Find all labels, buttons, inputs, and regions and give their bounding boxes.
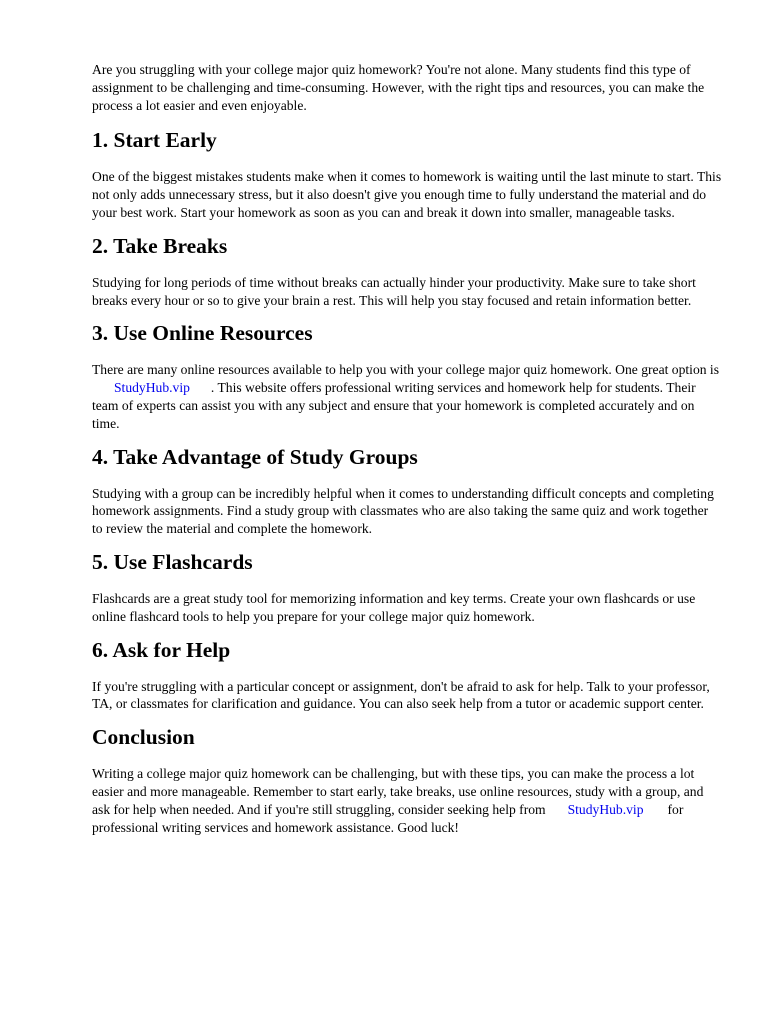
section-heading-ask-for-help: 6. Ask for Help	[92, 637, 231, 662]
section-heading-study-groups: 4. Take Advantage of Study Groups	[92, 444, 418, 469]
section-body-study-groups: Studying with a group can be incredibly helpful when it comes to understanding difficult concepts and completing homework assignments. Find a study group with classmates who are also taking the same quiz and work together to review the material and complete the homework.	[92, 485, 714, 537]
section-heading-online-resources: 3. Use Online Resources	[92, 321, 313, 346]
online-resources-text-before-link: There are many online resources available to help you with your college major quiz homework. One great option is	[92, 362, 719, 378]
conclusion-text-before-link: Writing a college major quiz homework can be challenging, but with these tips, you can make the process a lot easier and more manageable. Remember to start early, take breaks, use online resources, study with a group, and ask for help when needed. And if you're still struggling, consider seeking help from	[92, 766, 704, 817]
studyhub-link[interactable]: StudyHub.vip	[114, 380, 190, 396]
section-heading-conclusion: Conclusion	[92, 725, 195, 750]
section-body-conclusion	[92, 765, 722, 836]
section-heading-start-early: 1. Start Early	[92, 128, 217, 153]
section-heading-take-breaks: 2. Take Breaks	[92, 233, 228, 258]
intro-paragraph: Are you struggling with your college major quiz homework? You're not alone. Many students find this type of assignment to be challenging and time-consuming. However, with the right tips and resources, you can make the process a lot easier and even enjoyable.	[92, 62, 705, 113]
section-body-flashcards: Flashcards are a great study tool for memorizing information and key terms. Create your own flashcards or use online flashcard tools to help you prepare for your college major quiz homework.	[92, 590, 696, 624]
studyhub-link[interactable]: StudyHub.vip	[567, 801, 644, 817]
section-body-online-resources	[92, 361, 722, 432]
section-body-ask-for-help: If you're struggling with a particular concept or assignment, don't be afraid to ask for help. Talk to your professor, TA, or classmates for clarification and guidance. You can also seek help from a tutor or academic support center.	[92, 678, 710, 712]
section-body-start-early: One of the biggest mistakes students make when it comes to homework is waiting until the last minute to start. This not only adds unnecessary stress, but it also doesn't give you enough time to fully understand the material and do your best work. Start your homework as soon as you can and break it down into smaller, manageable tasks.	[92, 169, 722, 220]
section-body-take-breaks: Studying for long periods of time without breaks can actually hinder your productivity. Make sure to take short breaks every hour or so to give your brain a rest. This will help you stay focused and retain information better.	[92, 274, 696, 308]
online-resources-text-after-link: . This website offers professional writing services and homework help for students. Their team of experts can assist you with any subject and ensure that your homework is completed accurately and on time.	[92, 380, 696, 431]
section-heading-flashcards: 5. Use Flashcards	[92, 549, 253, 574]
conclusion-text-after-link: for professional writing services and homework assistance. Good luck!	[92, 801, 684, 835]
